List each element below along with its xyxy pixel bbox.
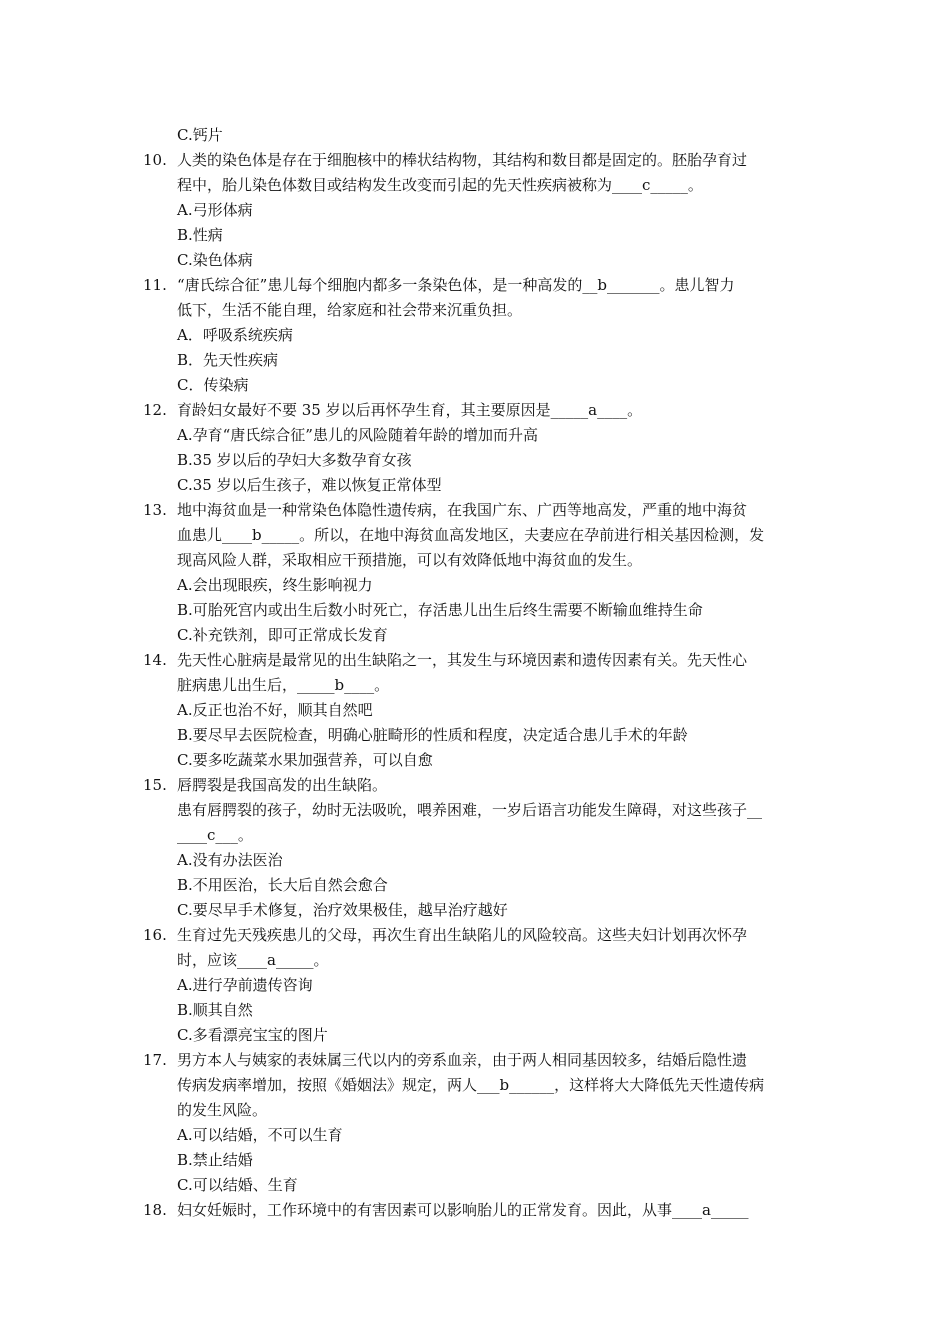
question-number: 18. bbox=[143, 1201, 167, 1219]
question-stem: 生育过先天残疾患儿的父母，再次生育出生缺陷儿的风险较高。这些夫妇计划再次怀孕 bbox=[177, 926, 748, 944]
option-line: B.不用医治，长大后自然会愈合 bbox=[177, 876, 388, 894]
question-number: 11. bbox=[143, 276, 167, 294]
question-stem: 传病发病率增加，按照《婚姻法》规定，两人___b______，这样将大大降低先天性遗传病 bbox=[177, 1076, 765, 1094]
question-number: 17. bbox=[143, 1051, 167, 1069]
question-stem: 唇腭裂是我国高发的出生缺陷。 bbox=[177, 776, 388, 794]
question-10 bbox=[143, 148, 811, 273]
option-line: A.可以结婚，不可以生育 bbox=[177, 1126, 343, 1144]
option-line: B.可胎死宫内或出生后数小时死亡，存活患儿出生后终生需要不断输血维持生命 bbox=[177, 601, 703, 619]
option-line: A．呼吸系统疾病 bbox=[177, 326, 293, 344]
option-line: A.没有办法医治 bbox=[177, 851, 283, 869]
question-16 bbox=[143, 923, 811, 1048]
question-number: 15. bbox=[143, 776, 167, 794]
question-15 bbox=[143, 773, 811, 923]
option-line: B.性病 bbox=[177, 226, 223, 244]
question-stem: 先天性心脏病是最常见的出生缺陷之一，其发生与环境因素和遗传因素有关。先天性心 bbox=[177, 651, 748, 669]
question-stem: 患有唇腭裂的孩子，幼时无法吸吮，喂养困难，一岁后语言功能发生障碍，对这些孩子__ bbox=[177, 801, 763, 819]
option-line: C.补充铁剂，即可正常成长发育 bbox=[177, 626, 388, 644]
option-line: C．传染病 bbox=[177, 376, 249, 394]
option-line: B.顺其自然 bbox=[177, 1001, 253, 1019]
question-stem: 妇女妊娠时，工作环境中的有害因素可以影响胎儿的正常发育。因此，从事____a_____ bbox=[177, 1201, 749, 1219]
question-12 bbox=[143, 398, 811, 498]
option-line: C.要多吃蔬菜水果加强营养，可以自愈 bbox=[177, 751, 433, 769]
option-line: C.35 岁以后生孩子，难以恢复正常体型 bbox=[177, 476, 442, 494]
question-stem: 的发生风险。 bbox=[177, 1101, 268, 1119]
question-stem: “唐氏综合征”患儿每个细胞内都多一条染色体，是一种高发的__b_______。患儿智力 bbox=[177, 276, 735, 294]
option-line: C.可以结婚、生育 bbox=[177, 1176, 298, 1194]
option-line: A.进行孕前遗传咨询 bbox=[177, 976, 313, 994]
question-stem: 时，应该____a_____。 bbox=[177, 951, 329, 969]
question-number: 12. bbox=[143, 401, 167, 419]
option-line: B．先天性疾病 bbox=[177, 351, 279, 369]
option-line: B.禁止结婚 bbox=[177, 1151, 253, 1169]
question-18 bbox=[143, 1198, 811, 1223]
question-stem: 现高风险人群，采取相应干预措施，可以有效降低地中海贫血的发生。 bbox=[177, 551, 643, 569]
question-13 bbox=[143, 498, 811, 648]
option-line: A.会出现眼疾，终生影响视力 bbox=[177, 576, 373, 594]
question-stem: 脏病患儿出生后，_____b____。 bbox=[177, 676, 390, 694]
question-number: 16. bbox=[143, 926, 167, 944]
question-list bbox=[143, 123, 811, 1223]
question-stem: 男方本人与姨家的表妹属三代以内的旁系血亲，由于两人相同基因较多，结婚后隐性遗 bbox=[177, 1051, 748, 1069]
question-number: 13. bbox=[143, 501, 167, 519]
option-line: C.染色体病 bbox=[177, 251, 253, 269]
option-line: A.弓形体病 bbox=[177, 201, 253, 219]
question-11 bbox=[143, 273, 811, 398]
question-stem: 程中，胎儿染色体数目或结构发生改变而引起的先天性疾病被称为____c_____。 bbox=[177, 176, 703, 194]
question-stem: 地中海贫血是一种常染色体隐性遗传病，在我国广东、广西等地高发，严重的地中海贫 bbox=[177, 501, 748, 519]
question-number: 14. bbox=[143, 651, 167, 669]
option-line: A.反正也治不好，顺其自然吧 bbox=[177, 701, 373, 719]
question-number: 10. bbox=[143, 151, 167, 169]
option-line: C.多看漂亮宝宝的图片 bbox=[177, 1026, 328, 1044]
question-stem: 育龄妇女最好不要 35 岁以后再怀孕生育，其主要原因是_____a____。 bbox=[177, 401, 643, 419]
question-stem: 血患儿____b_____。所以，在地中海贫血高发地区，夫妻应在孕前进行相关基因检测，发 bbox=[177, 526, 765, 544]
question-17 bbox=[143, 1048, 811, 1198]
question-14 bbox=[143, 648, 811, 773]
option-line: B.要尽早去医院检查，明确心脏畸形的性质和程度，决定适合患儿手术的年龄 bbox=[177, 726, 688, 744]
question-stem: 人类的染色体是存在于细胞核中的棒状结构物，其结构和数目都是固定的。胚胎孕育过 bbox=[177, 151, 748, 169]
option-line: C.要尽早手术修复，治疗效果极佳，越早治疗越好 bbox=[177, 901, 508, 919]
question-stem: 低下，生活不能自理，给家庭和社会带来沉重负担。 bbox=[177, 301, 523, 319]
option-line: A.孕育“唐氏综合征”患儿的风险随着年龄的增加而升高 bbox=[177, 426, 538, 444]
question-stem: ____c___。 bbox=[177, 826, 253, 844]
option-line: C.钙片 bbox=[177, 126, 223, 144]
option-line: B.35 岁以后的孕妇大多数孕育女孩 bbox=[177, 451, 412, 469]
